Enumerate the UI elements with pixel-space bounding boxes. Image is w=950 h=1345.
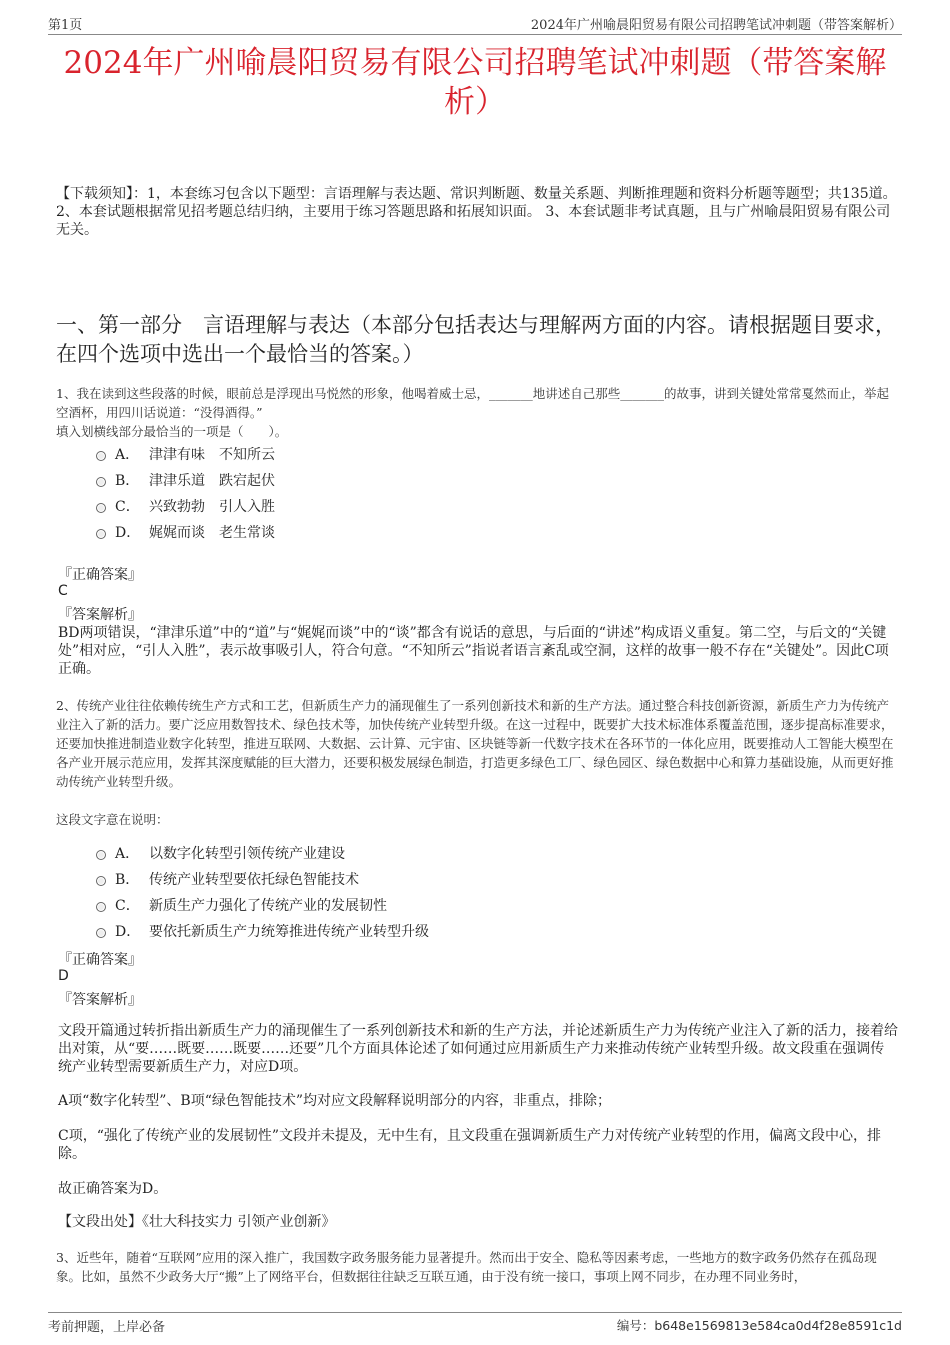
analysis-paragraph: A项“数字化转型”、B项“绿色智能技术”均对应文段解释说明部分的内容，非重点，排除； bbox=[58, 1093, 612, 1109]
radio-button-icon[interactable] bbox=[96, 850, 106, 860]
download-notice: 【下载须知】：1，本套练习包含以下题型：言语理解与表达题、常识判断题、数量关系题、判断推理题和资料分析题等题型；共135道。 2、本套试题根据常见招考题总结归纳，主要用于练习答题思路和拓展知识面。 3、本套试题非考试真题，且与广州喻晨阳贸易有限公司无关。 bbox=[56, 186, 897, 238]
option-c[interactable]: C． 新质生产力强化了传统产业的发展韧性 bbox=[96, 892, 429, 918]
option-b[interactable]: B． 津津乐道 跌宕起伏 bbox=[96, 467, 275, 493]
source-citation: 【文段出处】《壮大科技实力 引领产业创新》 bbox=[58, 1214, 336, 1230]
option-a[interactable]: A． 津津有味 不知所云 bbox=[96, 441, 275, 467]
analysis-text: BD两项错误，“津津乐道”中的“道”与“娓娓而谈”中的“谈”都含有说话的意思，与后面的“讲述”构成语义重复。第二空，与后文的“关键处”相对应，“引人入胜”，表示故事吸引人，符合句意。“不知所云”指说者语言紊乱或空洞，这样的故事一般不存在“关键处”。因此C项正确。 bbox=[58, 625, 889, 677]
radio-button-icon[interactable] bbox=[96, 902, 106, 912]
question-1-prompt: 填入划横线部分最恰当的一项是（ ）。 bbox=[56, 424, 288, 439]
radio-button-icon[interactable] bbox=[96, 928, 106, 938]
radio-button-icon[interactable] bbox=[96, 529, 106, 539]
option-d[interactable]: D． 娓娓而谈 老生常谈 bbox=[96, 519, 275, 545]
question-2-prompt: 这段文字意在说明： bbox=[56, 812, 169, 827]
page-number: 第1页 bbox=[48, 18, 83, 33]
answer-label: 『正确答案』 bbox=[58, 952, 142, 968]
question-1-text: 1、我在读到这些段落的时候，眼前总是浮现出马悦然的形象，他喝着威士忌，_______地讲述自己那些_______的故事，讲到关键处常常戛然而止，举起空酒杯，用四川话说道：“没得酒得。” bbox=[56, 386, 889, 420]
analysis-label: 『答案解析』 bbox=[58, 607, 142, 623]
page-header bbox=[48, 14, 902, 35]
header-doc-title: 2024年广州喻晨阳贸易有限公司招聘笔试冲刺题（带答案解析） bbox=[530, 18, 902, 33]
question-3-text: 3、近些年，随着“互联网”应用的深入推广，我国数字政务服务能力显著提升。然而出于安全、隐私等因素考虑，一些地方的数字政务仍然存在孤岛现象。比如，虽然不少政务大厅“搬”上了网络平台，但数据往往缺乏互联互通，由于没有统一接口，事项上网不同步，在办理不同业务时， bbox=[56, 1250, 877, 1284]
document-id: 编号：b648e1569813e584ca0d4f28e8591c1d bbox=[616, 1318, 902, 1333]
radio-button-icon[interactable] bbox=[96, 451, 106, 461]
page-footer bbox=[48, 1312, 902, 1335]
correct-answer: D bbox=[58, 968, 69, 984]
option-a[interactable]: A． 以数字化转型引领传统产业建设 bbox=[96, 840, 429, 866]
footer-slogan: 考前押题，上岸必备 bbox=[48, 1320, 166, 1335]
analysis-paragraph: 故正确答案为D。 bbox=[58, 1181, 168, 1197]
option-b[interactable]: B． 传统产业转型要依托绿色智能技术 bbox=[96, 866, 429, 892]
correct-answer: C bbox=[58, 583, 68, 599]
option-c[interactable]: C． 兴致勃勃 引人入胜 bbox=[96, 493, 275, 519]
radio-button-icon[interactable] bbox=[96, 876, 106, 886]
question-1-options bbox=[96, 441, 275, 545]
question-2-options bbox=[96, 840, 429, 944]
page-title: 2024年广州喻晨阳贸易有限公司招聘笔试冲刺题（带答案解析） bbox=[63, 45, 887, 120]
section-heading: 一、第一部分 言语理解与表达（本部分包括表达与理解两方面的内容。请根据题目要求，在四个选项中选出一个最恰当的答案。） bbox=[56, 313, 896, 366]
analysis-paragraph: C项，“强化了传统产业的发展韧性”文段并未提及，无中生有，且文段重在强调新质生产力对传统产业转型的作用，偏离文段中心，排除。 bbox=[58, 1128, 882, 1162]
option-d[interactable]: D． 要依托新质生产力统筹推进传统产业转型升级 bbox=[96, 918, 429, 944]
analysis-label: 『答案解析』 bbox=[58, 992, 142, 1008]
analysis-paragraph: 文段开篇通过转折指出新质生产力的涌现催生了一系列创新技术和新的生产方法，并论述新质生产力为传统产业注入了新的活力，接着给出对策，从“要……既要……既要……还要”几个方面具体论述了如何通过应用新质生产力来推动传统产业转型升级。故文段重在强调传统产业转型需要新质生产力，对应D项。 bbox=[58, 1023, 898, 1075]
question-2-text: 2、传统产业往往依赖传统生产方式和工艺，但新质生产力的涌现催生了一系列创新技术和新的生产方法。通过整合科技创新资源，新质生产力为传统产业注入了新的活力。要广泛应用数智技术、绿色技术等，加快传统产业转型升级。在这一过程中，既要扩大技术标准体系覆盖范围，逐步提高标准要求，还要加快推进制造业数字化转型，推进互联网、大数据、云计算、元宇宙、区块链等新一代数字技术在各环节的一体化应用，既要推动人工智能大模型在各产业开展示范应用，发挥其深度赋能的巨大潜力，还要积极发展绿色制造，打造更多绿色工厂、绿色园区、绿色数据中心和算力基础设施，从而更好推动传统产业转型升级。 bbox=[56, 698, 894, 789]
answer-label: 『正确答案』 bbox=[58, 567, 142, 583]
radio-button-icon[interactable] bbox=[96, 503, 106, 513]
radio-button-icon[interactable] bbox=[96, 477, 106, 487]
